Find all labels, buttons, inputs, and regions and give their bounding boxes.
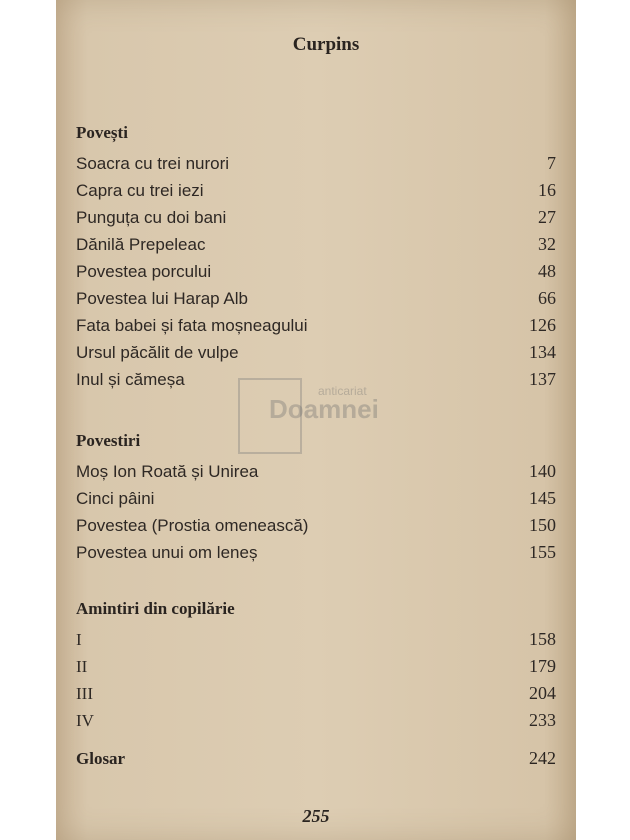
watermark-subtitle: anticariat xyxy=(318,384,367,398)
entry-page: 145 xyxy=(529,488,556,508)
entry-page: 32 xyxy=(538,234,556,254)
entry-page: 16 xyxy=(538,180,556,200)
watermark-brand: Doamnei xyxy=(269,394,379,424)
entry-page: 134 xyxy=(529,342,556,362)
section-heading: Povești xyxy=(76,123,128,142)
entry-page: 48 xyxy=(538,261,556,281)
entry-page: 233 xyxy=(529,710,556,730)
entry-title: Povestea unui om leneș xyxy=(76,543,258,562)
entry-title: III xyxy=(76,684,93,703)
entry-title: Dănilă Prepeleac xyxy=(76,235,206,254)
toc-entry xyxy=(76,680,556,707)
entry-title: IV xyxy=(76,711,94,730)
toc-entry xyxy=(76,339,556,366)
entry-page: 150 xyxy=(529,515,556,535)
toc-entry xyxy=(76,366,556,393)
entry-page: 137 xyxy=(529,369,556,389)
entry-page: 140 xyxy=(529,461,556,481)
entry-title: Capra cu trei iezi xyxy=(76,181,204,200)
toc-entry xyxy=(76,177,556,204)
toc-entry xyxy=(76,231,556,258)
section-povestiri xyxy=(76,430,556,566)
page-number: 255 xyxy=(302,806,330,826)
toc-entry xyxy=(76,458,556,485)
entry-title: Povestea porcului xyxy=(76,262,212,281)
toc-entry xyxy=(76,539,556,566)
book-page xyxy=(56,0,576,840)
toc-entry xyxy=(76,312,556,339)
section-heading: Povestiri xyxy=(76,431,141,450)
toc-entry xyxy=(76,204,556,231)
entry-page: 158 xyxy=(529,629,556,649)
entry-page: 126 xyxy=(529,315,556,335)
entry-page: 242 xyxy=(529,748,556,768)
section-povesti xyxy=(76,122,556,393)
entry-page: 27 xyxy=(538,207,556,227)
entry-page: 204 xyxy=(529,683,556,703)
entry-title: Inul și cămeșa xyxy=(76,370,185,389)
toc-entry xyxy=(76,150,556,177)
entry-title: II xyxy=(76,657,88,676)
entry-page: 7 xyxy=(547,153,556,173)
entry-title: Soacra cu trei nurori xyxy=(76,154,230,173)
entry-page: 179 xyxy=(529,656,556,676)
toc-entry xyxy=(76,626,556,653)
entry-title: Ursul păcălit de vulpe xyxy=(76,343,239,362)
toc-entry xyxy=(76,258,556,285)
entry-title: I xyxy=(76,630,82,649)
page-title: Curpins xyxy=(292,34,360,55)
entry-title: Punguța cu doi bani xyxy=(76,208,227,227)
toc-entry xyxy=(76,653,556,680)
toc-entry xyxy=(76,485,556,512)
entry-title: Povestea (Prostia omenească) xyxy=(76,516,309,535)
entry-title: Fata babei și fata moșneagului xyxy=(76,316,308,335)
toc-entry-glosar xyxy=(76,748,556,769)
toc-entry xyxy=(76,512,556,539)
section-amintiri xyxy=(76,598,556,734)
entry-title: Moș Ion Roată și Unirea xyxy=(76,462,259,481)
entry-page: 66 xyxy=(538,288,556,308)
section-heading: Amintiri din copilărie xyxy=(76,599,235,618)
toc-entry xyxy=(76,707,556,734)
entry-title: Cinci pâini xyxy=(76,489,155,508)
entry-title: Glosar xyxy=(76,749,126,768)
toc-entry xyxy=(76,285,556,312)
entry-page: 155 xyxy=(529,542,556,562)
entry-title: Povestea lui Harap Alb xyxy=(76,289,248,308)
